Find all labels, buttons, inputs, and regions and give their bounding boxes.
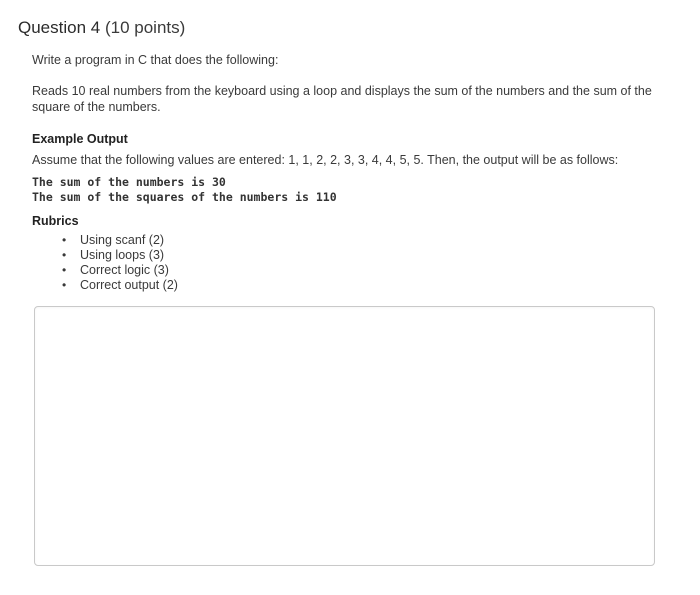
rubrics-heading: Rubrics bbox=[32, 214, 79, 228]
rubric-item-label: Correct output (2) bbox=[80, 278, 178, 292]
bullet-icon: • bbox=[62, 263, 67, 277]
rubric-item-label: Using scanf (2) bbox=[80, 233, 165, 247]
bullet-icon: • bbox=[62, 233, 67, 247]
rubric-item bbox=[62, 233, 178, 248]
question-title: Question 4 bbox=[18, 18, 101, 37]
rubric-item bbox=[62, 263, 178, 278]
example-assumption: Assume that the following values are entered: 1, 1, 2, 2, 3, 3, 4, 4, 5, 5. Then, the output will be as follows: bbox=[32, 153, 619, 167]
example-output-code bbox=[32, 175, 337, 205]
question-header bbox=[18, 18, 185, 38]
rubric-item bbox=[62, 278, 178, 293]
example-output-heading: Example Output bbox=[32, 132, 128, 146]
answer-textarea[interactable] bbox=[34, 306, 655, 566]
prompt-intro: Write a program in C that does the following: bbox=[32, 53, 279, 67]
rubric-list bbox=[62, 233, 178, 293]
bullet-icon: • bbox=[62, 248, 67, 262]
prompt-description: Reads 10 real numbers from the keyboard using a loop and displays the sum of the numbers and the sum of the square of the numbers. bbox=[32, 84, 652, 114]
example-output-line: The sum of the numbers is 30 bbox=[32, 175, 226, 189]
rubric-item-label: Using loops (3) bbox=[80, 248, 165, 262]
rubric-item-label: Correct logic (3) bbox=[80, 263, 169, 277]
rubric-item bbox=[62, 248, 178, 263]
question-points: (10 points) bbox=[104, 18, 186, 37]
bullet-icon: • bbox=[62, 278, 67, 292]
example-output-line: The sum of the squares of the numbers is 110 bbox=[32, 190, 337, 204]
